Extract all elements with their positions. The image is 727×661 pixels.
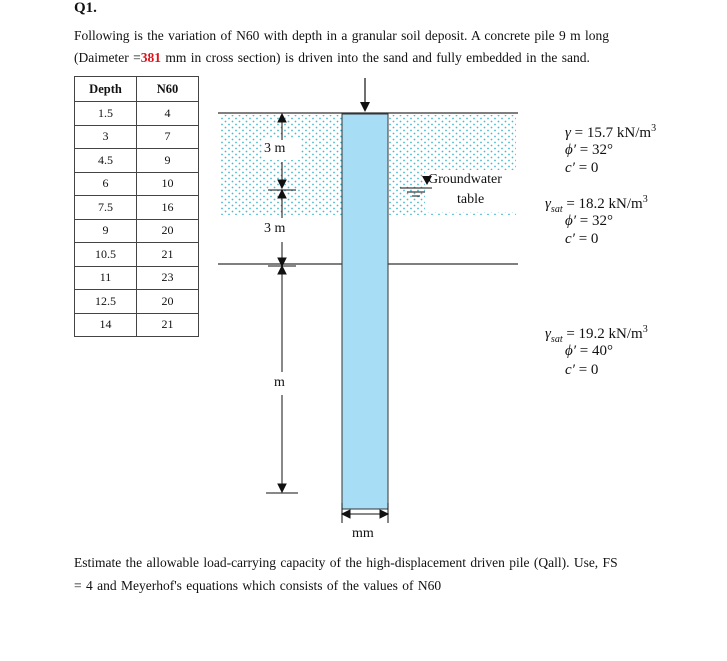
layer3-cohesion: c′ = 0 [565, 362, 599, 378]
layer3-gamma: $\gamma_{sat} = 19.2$ $kN/m^3$ [545, 324, 648, 345]
task-line-1: Estimate the allowable load-carrying capacity of the high-displacement driven pile (Qall). Use, FS [74, 555, 618, 570]
question-title: Q1. [74, 0, 97, 16]
header-n60: N60 [137, 77, 199, 102]
n60-cell: 20 [137, 290, 199, 314]
n60-cell: 16 [137, 196, 199, 220]
layer1-gamma: γ = 15.7 $kN/m^3$ [565, 123, 657, 141]
load-arrow-icon [360, 102, 370, 112]
depth-cell: 3 [75, 125, 137, 149]
groundwater-label-table: table [457, 192, 485, 207]
depth-cell: 10.5 [75, 243, 137, 267]
depth-cell: 6 [75, 172, 137, 196]
groundwater-label: Groundwater [428, 172, 502, 187]
intro-post: mm in cross section) is driven into the sand and fully embedded in the sand. [160, 50, 590, 65]
depth-cell: 11 [75, 266, 137, 290]
sand-dots-left [220, 115, 342, 215]
layer1-phi: ϕ′ = 32° [565, 142, 614, 158]
diameter-value: 381 [140, 50, 161, 65]
layer2-thickness-label: 3 m [264, 221, 286, 236]
layer1-cohesion: c′ = 0 [565, 160, 599, 176]
diameter-label: mm [352, 526, 374, 541]
n60-cell: 4 [137, 102, 199, 126]
header-depth: Depth [75, 77, 137, 102]
depth-cell: 12.5 [75, 290, 137, 314]
n60-cell: 21 [137, 243, 199, 267]
depth-cell: 4.5 [75, 149, 137, 173]
n60-cell: 21 [137, 313, 199, 337]
depth-cell: 9 [75, 219, 137, 243]
intro-line-1: Following is the variation of N60 with depth in a granular soil deposit. A concrete pile 9 m long [74, 28, 610, 43]
layer2-gamma: $\gamma_{sat} = 18.2$ $kN/m^3$ [545, 194, 648, 215]
n60-cell: 23 [137, 266, 199, 290]
n60-cell: 9 [137, 149, 199, 173]
layer3-thickness-label: m [274, 375, 285, 390]
n60-cell: 20 [137, 219, 199, 243]
layer1-thickness-label: 3 m [264, 141, 286, 156]
task-line-2: = 4 and Meyerhof's equations which consists of the values of N60 [74, 578, 442, 593]
depth-cell: 14 [75, 313, 137, 337]
layer2-cohesion: c′ = 0 [565, 231, 599, 247]
layer3-phi: ϕ′ = 40° [565, 343, 614, 359]
layer2-phi: ϕ′ = 32° [565, 213, 614, 229]
concrete-pile [342, 114, 388, 509]
n60-cell: 7 [137, 125, 199, 149]
intro-pre: (Daimeter = [74, 50, 141, 65]
depth-cell: 7.5 [75, 196, 137, 220]
depth-cell: 1.5 [75, 102, 137, 126]
n60-cell: 10 [137, 172, 199, 196]
